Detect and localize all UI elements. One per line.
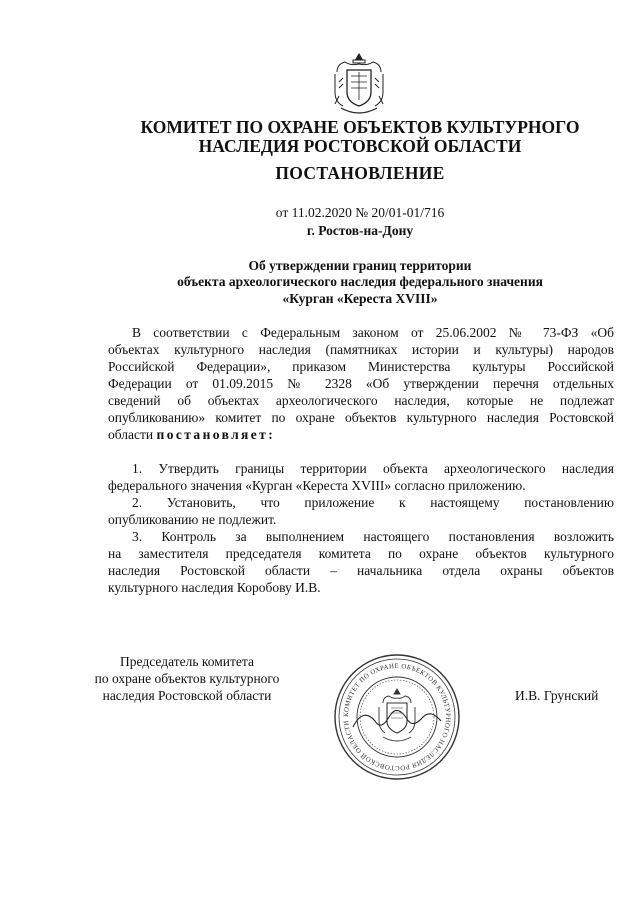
preamble-line: сведений об объектах археологического наследия, которые не подлежат <box>108 393 614 408</box>
decree-word: постановляет: <box>156 427 276 442</box>
preamble-line: объектах культурного наследия (памятниках истории и культуры) народов <box>108 342 614 357</box>
item-3-line2: на заместителя председателя комитета по охране объектов культурного <box>108 546 614 561</box>
preamble-line: опубликованию» комитет по охране объектов культурного наследия Ростовской <box>108 410 614 425</box>
item-1-line2: федерального значения «Курган «Кереста XVIII» согласно приложению. <box>108 478 526 493</box>
document-date-number: от 11.02.2020 № 20/01-01/716 <box>275 205 445 220</box>
signer-name: И.В. Грунский <box>515 688 599 703</box>
coat-of-arms-icon <box>331 52 387 118</box>
item-3-line4: культурного наследия Коробову И.В. <box>108 580 321 595</box>
signer-position-line1: Председатель комитета <box>120 654 254 669</box>
official-stamp-icon <box>333 653 461 781</box>
preamble-last-line <box>108 426 614 443</box>
subject-line1: Об утверждении границ территории <box>248 258 472 273</box>
subject-line3: «Курган «Кереста XVIII» <box>282 291 438 306</box>
document-type: ПОСТАНОВЛЕНИЕ <box>275 163 445 183</box>
committee-name-line1: КОМИТЕТ ПО ОХРАНЕ ОБЪЕКТОВ КУЛЬТУРНОГО <box>140 117 580 137</box>
item-2-line2: опубликованию не подлежит. <box>108 512 277 527</box>
svg-text:КОМИТЕТ ПО ОХРАНЕ ОБЪЕКТОВ КУЛ <box>343 663 451 771</box>
committee-name-line2: НАСЛЕДИЯ РОСТОВСКОЙ ОБЛАСТИ <box>198 136 522 156</box>
document-city: г. Ростов-на-Дону <box>306 223 414 238</box>
item-2-line1: 2. Установить, что приложение к настоящему постановлению <box>132 495 614 510</box>
signer-position-line2: по охране объектов культурного <box>94 671 280 686</box>
item-3-line3: наследия Ростовской области – начальника отдела охраны объектов <box>108 563 614 578</box>
preamble-line: Федерации от 01.09.2015 № 2328 «Об утверждении перечня отдельных <box>108 376 614 391</box>
preamble-line: Российской Федерации», приказом Министерства культуры Российской <box>108 359 614 374</box>
subject-line2: объекта археологического наследия федерального значения <box>177 274 543 289</box>
stamp-ring-text: КОМИТЕТ ПО ОХРАНЕ ОБЪЕКТОВ КУЛЬТУРНОГО НАСЛЕДИЯ РОСТОВСКОЙ ОБЛАСТИ <box>342 662 452 772</box>
signer-position-line3: наследия Ростовской области <box>102 688 272 703</box>
item-3-line1: 3. Контроль за выполнением настоящего постановления возложить <box>132 529 614 544</box>
preamble-line: В соответствии с Федеральным законом от 25.06.2002 № 73-ФЗ «Об <box>132 325 614 340</box>
item-1-line1: 1. Утвердить границы территории объекта археологического наследия <box>132 461 614 476</box>
preamble-last-prefix: области <box>108 427 154 442</box>
